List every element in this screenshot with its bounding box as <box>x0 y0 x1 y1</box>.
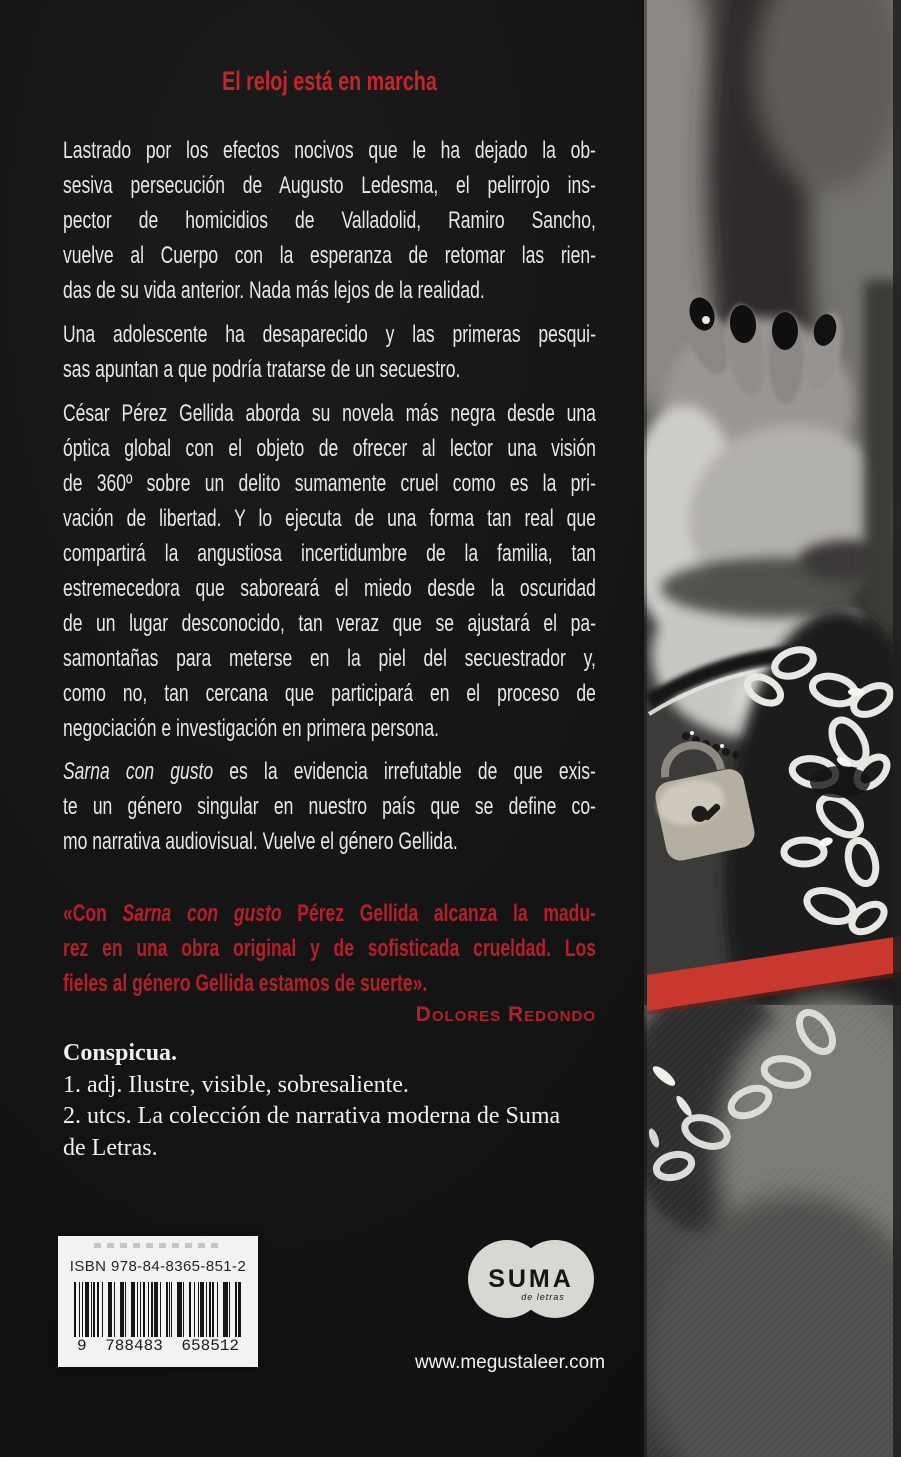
text-line: vuelve al Cuerpo con la esperanza de retomar las rien- <box>63 242 596 269</box>
text-line: como no, tan cercana que participará en el proceso de <box>63 680 596 707</box>
label-fine-print <box>94 1243 222 1248</box>
text-line: de Letras. <box>63 1134 158 1161</box>
definition-block <box>63 1038 596 1164</box>
publisher-tagline: de letras <box>521 1292 565 1302</box>
bound-wrists-photo <box>644 0 901 1457</box>
book-title-italic: Sarna con gusto <box>122 900 282 927</box>
text-line: das de su vida anterior. Nada más lejos de la realidad. <box>63 277 485 304</box>
isbn-barcode-label <box>58 1236 258 1367</box>
text-line <box>63 754 596 789</box>
text-line: Lastrado por los efectos nocivos que le ha dejado la ob- <box>63 137 596 164</box>
quote-attribution: Dolores Redondo <box>415 1003 596 1026</box>
cover-photo <box>644 0 901 1457</box>
paragraph-1 <box>63 133 596 308</box>
text-line-rest: es la evidencia irrefutable de que exis- <box>213 758 596 785</box>
text-line: mo narrativa audiovisual. Vuelve el género Gellida. <box>63 828 458 855</box>
text-line: Una adolescente ha desaparecido y las primeras pesqui- <box>63 321 596 348</box>
publisher-name: SUMA <box>488 1265 574 1293</box>
text-line <box>63 896 596 931</box>
text-line: de un lugar desconocido, tan veraz que se ajustará el pa- <box>63 610 596 637</box>
text-line: te un género singular en nuestro país que se define co- <box>63 793 596 820</box>
isbn-text: ISBN 978-84-8365-851-2 <box>69 1258 247 1275</box>
text-line: estremecedora que saboreará el miedo desde la oscuridad <box>63 575 596 602</box>
text-line: óptica global con el objeto de ofrecer al lector una visión <box>63 435 596 462</box>
quote-open: «Con <box>63 900 123 927</box>
page-title: El reloj está en marcha <box>222 66 437 96</box>
text-line: compartirá la angustiosa incertidumbre de la familia, tan <box>63 540 596 567</box>
text-line: rez en una obra original y de sofisticada crueldad. Los <box>63 935 596 962</box>
text-line: negociación e investigación en primera persona. <box>63 715 439 742</box>
paragraph-4 <box>63 754 596 859</box>
text-line: pector de homicidios de Valladolid, Ramiro Sancho, <box>63 207 596 234</box>
text-line: sas apuntan a que podría tratarse de un secuestro. <box>63 356 461 383</box>
paragraph-3 <box>63 396 596 746</box>
definition-term: Conspicua. <box>63 1040 178 1066</box>
text-line: samontañas para meterse en la piel del secuestrador y, <box>63 645 596 672</box>
text-line: vación de libertad. Y lo ejecuta de una forma tan real que <box>63 505 596 532</box>
text-line: de 360º sobre un delito sumamente cruel como es la pri- <box>63 470 596 497</box>
heading-block <box>63 64 596 99</box>
text-line-rest: Pérez Gellida alcanza la madu- <box>281 900 596 927</box>
text-line: fieles al género Gellida estamos de suerte». <box>63 970 428 997</box>
website-url: www.megustaleer.com <box>414 1352 606 1373</box>
review-quote <box>63 896 596 1001</box>
publisher-logo <box>468 1240 594 1318</box>
barcode-digits: 9 788483 658512 <box>76 1337 240 1355</box>
text-line: sesiva persecución de Augusto Ledesma, el pelirrojo ins- <box>63 172 596 199</box>
text-line: 2. utcs. La colección de narrativa moderna de Suma <box>63 1103 561 1129</box>
barcode-bars <box>74 1282 242 1337</box>
book-title-italic: Sarna con gusto <box>63 758 214 785</box>
paragraph-2 <box>63 317 596 387</box>
text-line: César Pérez Gellida aborda su novela más negra desde una <box>63 400 596 427</box>
text-line: 1. adj. Ilustre, visible, sobresaliente. <box>63 1071 409 1098</box>
